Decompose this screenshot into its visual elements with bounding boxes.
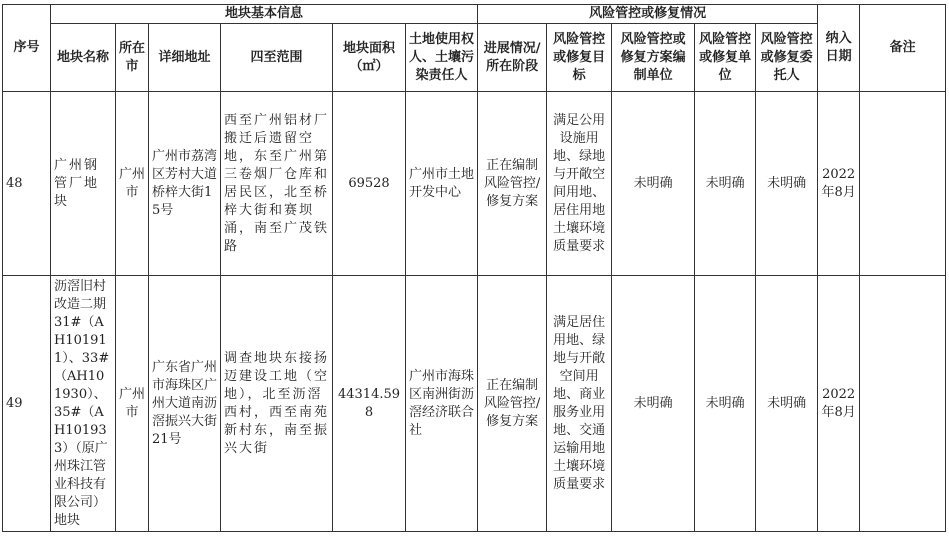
cell-city: 广州市: [116, 92, 149, 276]
header-date: 纳入日期: [818, 5, 860, 92]
header-address: 详细地址: [149, 24, 221, 92]
cell-client: 未明确: [756, 276, 818, 532]
table-row: [3, 92, 946, 276]
cell-progress: 正在编制风险管控/修复方案: [478, 276, 547, 532]
header-owner: 土地使用权人、土壤污染责任人: [406, 24, 478, 92]
header-note: 备注: [860, 5, 946, 92]
cell-bounds: 西至广州铝材厂搬迁后遗留空地，东至广州第三卷烟厂仓库和居民区，北至桥梓大街和赛坝涌，南至广茂铁路: [221, 92, 333, 276]
header-city: 所在市: [116, 24, 149, 92]
cell-seq: 48: [3, 92, 51, 276]
group-risk-control: 风险管控或修复情况: [478, 5, 818, 24]
cell-progress: 正在编制风险管控/修复方案: [478, 92, 547, 276]
header-client: 风险管控或修复委托人: [756, 24, 818, 92]
cell-address: 广州市荔湾区芳村大道桥梓大街15号: [149, 92, 221, 276]
cell-exec-unit: 未明确: [695, 92, 756, 276]
cell-name: 沥滘旧村改造二期31#（AH101911）、33#（AH101930）、35#（AH101933）（原广州珠江管业科技有限公司）地块: [51, 276, 116, 532]
cell-plan-unit: 未明确: [612, 92, 695, 276]
header-exec-unit: 风险管控或修复单位: [695, 24, 756, 92]
cell-exec-unit: 未明确: [695, 276, 756, 532]
cell-date: 2022年8月: [818, 276, 860, 532]
cell-target: 满足居住用地、绿地与开敞空间用地、商业服务业用地、交通运输用地土壤环境质量要求: [547, 276, 612, 532]
cell-client: 未明确: [756, 92, 818, 276]
contaminated-site-table: [2, 4, 946, 532]
cell-note: [860, 276, 946, 532]
cell-target: 满足公用设施用地、绿地与开敞空间用地、居住用地土壤环境质量要求: [547, 92, 612, 276]
cell-date: 2022年8月: [818, 92, 860, 276]
cell-owner: 广州市土地开发中心: [406, 92, 478, 276]
column-header-row: [3, 24, 946, 92]
header-progress: 进展情况/所在阶段: [478, 24, 547, 92]
group-basic-info: 地块基本信息: [51, 5, 478, 24]
cell-seq: 49: [3, 276, 51, 532]
cell-bounds: 调查地块东接扬迈建设工地（空地），北至沥滘西村，西至南苑新村东，南至振兴大街: [221, 276, 333, 532]
header-bounds: 四至范围: [221, 24, 333, 92]
cell-name: 广州钢管厂地块: [51, 92, 116, 276]
cell-area: 44314.598: [333, 276, 406, 532]
header-target: 风险管控或修复目标: [547, 24, 612, 92]
cell-address: 广东省广州市海珠区广州大道南沥滘振兴大街21号: [149, 276, 221, 532]
cell-owner: 广州市海珠区南洲街沥滘经济联合社: [406, 276, 478, 532]
group-header-row: [3, 5, 946, 24]
header-seq: 序号: [3, 5, 51, 92]
header-name: 地块名称: [51, 24, 116, 92]
cell-note: [860, 92, 946, 276]
cell-area: 69528: [333, 92, 406, 276]
table-row: [3, 276, 946, 532]
header-plan-unit: 风险管控或修复方案编制单位: [612, 24, 695, 92]
header-area: 地块面积（㎡）: [333, 24, 406, 92]
cell-city: 广州市: [116, 276, 149, 532]
cell-plan-unit: 未明确: [612, 276, 695, 532]
